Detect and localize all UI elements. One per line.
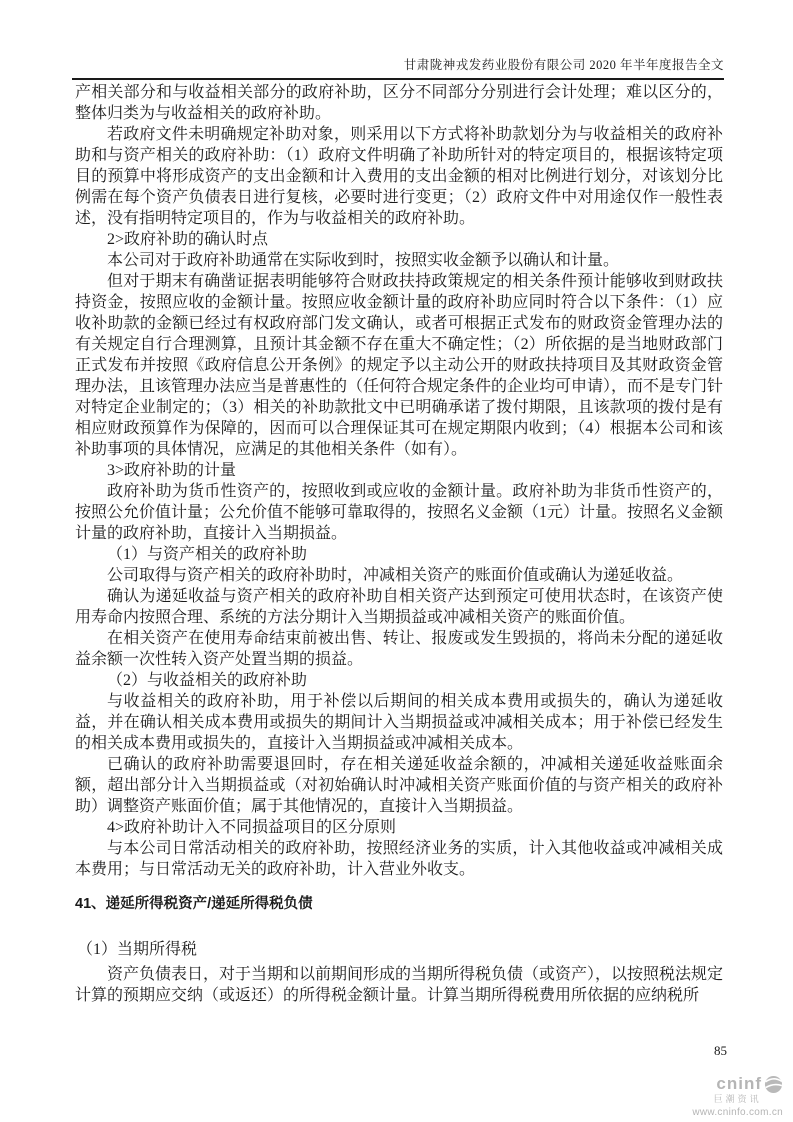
paragraph-indent: 但对于期末有确凿证据表明能够符合财政扶持政策规定的相关条件预计能够收到财政扶持资金，按照应收的金额计量。按照应收金额计量的政府补助应同时符合以下条件：（1）应收补助款的金额已经过有权政府部门发文确认，或者可根据正式发布的财政资金管理办法的有关规定自行合理测算，且预计其金额不存在重大不确定性；（2）所依据的是当地财政部门正式发布并按照《政府信息公开条例》的规定予以主动公开的财政扶持项目及其财政资金管理办法，且该管理办法应当是普惠性的（任何符合规定条件的企业均可申请），而不是专门针对特定企业制定的；（3）相关的补助款批文中已明确承诺了拨付期限，且该款项的拨付是有相应财政预算作为保障的，因而可以合理保证其可在规定期限内收到；（4）根据本公司和该补助事项的具体情况，应满足的其他相关条件（如有）。 — [75, 273, 724, 458]
cninfo-swirl-icon — [764, 1075, 783, 1094]
cninfo-url: www.cninfo.com.cn — [692, 1107, 783, 1118]
paragraph-indent: 2>政府补助的确认时点 — [107, 231, 269, 248]
paragraph-indent: 与本公司日常活动相关的政府补助，按照经济业务的实质，计入其他收益或冲减相关成本费用；与日常活动无关的政府补助，计入营业外收支。 — [75, 840, 723, 878]
paragraph-indent: （1）与资产相关的政府补助 — [107, 546, 308, 563]
header-title: 甘肃陇神戎发药业股份有限公司 2020 年半年度报告全文 — [403, 58, 724, 72]
paragraph-indent: 公司取得与资产相关的政府补助时，冲减相关资产的账面价值或确认为递延收益。 — [107, 567, 684, 584]
document-body — [75, 82, 723, 1006]
paragraph-indent: 在相关资产在使用寿命结束前被出售、转让、报废或发生毁损的，将尚未分配的递延收益余额一次性转入资产处置当期的损益。 — [75, 630, 723, 668]
paragraph-indent: 资产负债表日，对于当期和以前期间形成的当期所得税负债（或资产），以按照税法规定计算的预期应交纳（或返还）的所得税金额计量。计算当期所得税费用所依据的应纳税所 — [75, 966, 724, 1004]
page-number: 85 — [714, 1043, 727, 1058]
paragraph-indent: 若政府文件未明确规定补助对象，则采用以下方式将补助款划分为与收益相关的政府补助和与资产相关的政府补助：（1）政府文件明确了补助所针对的特定项目的，根据该特定项目的预算中将形成资产的支出金额和计入费用的支出金额的相对比例进行划分，对该划分比例需在每个资产负债表日进行复核，必要时进行变更；（2）政府文件中对用途仅作一般性表述，没有指明特定项目的，作为与收益相关的政府补助。 — [75, 126, 723, 227]
paragraph-indent: 确认为递延收益与资产相关的政府补助自相关资产达到预定可使用状态时，在该资产使用寿命内按照合理、系统的方法分期计入当期损益或冲减相关资产的账面价值。 — [75, 588, 723, 626]
cninfo-logo — [692, 1075, 783, 1118]
paragraph-indent: 与收益相关的政府补助，用于补偿以后期间的相关成本费用或损失的，确认为递延收益，并在确认相关成本费用或损失的期间计入当期损益或冲减相关成本；用于补偿已经发生的相关成本费用或损失的，直接计入当期损益或冲减相关成本。 — [75, 693, 723, 752]
paragraph-subheading: （1）当期所得税 — [77, 941, 198, 958]
page-header — [72, 55, 724, 80]
paragraph-plain: 产相关部分和与收益相关部分的政府补助，区分不同部分分别进行会计处理；难以区分的，整体归类为与收益相关的政府补助。 — [75, 84, 723, 122]
cninfo-wordmark: cninf — [716, 1074, 762, 1094]
paragraph-indent: 本公司对于政府补助通常在实际收到时，按照实收金额予以确认和计量。 — [107, 252, 620, 269]
paragraph-heading: 41、递延所得税资产/递延所得税负债 — [75, 896, 313, 912]
cninfo-brand-row — [692, 1075, 783, 1094]
paragraph-indent: 3>政府补助的计量 — [107, 462, 237, 479]
paragraph-indent: （2）与收益相关的政府补助 — [107, 672, 308, 689]
cninfo-caption: 巨潮资讯 — [713, 1094, 762, 1105]
paragraph-indent: 4>政府补助计入不同损益项目的区分原则 — [107, 819, 397, 836]
paragraph-indent: 政府补助为货币性资产的，按照收到或应收的金额计量。政府补助为非货币性资产的，按照公允价值计量；公允价值不能够可靠取得的，按照名义金额（1元）计量。按照名义金额计量的政府补助，直接计入当期损益。 — [75, 483, 724, 542]
paragraph-indent: 已确认的政府补助需要退回时，存在相关递延收益余额的，冲减相关递延收益账面余额，超出部分计入当期损益或（对初始确认时冲减相关资产账面价值的与资产相关的政府补助）调整资产账面价值；属于其他情况的，直接计入当期损益。 — [75, 756, 723, 815]
